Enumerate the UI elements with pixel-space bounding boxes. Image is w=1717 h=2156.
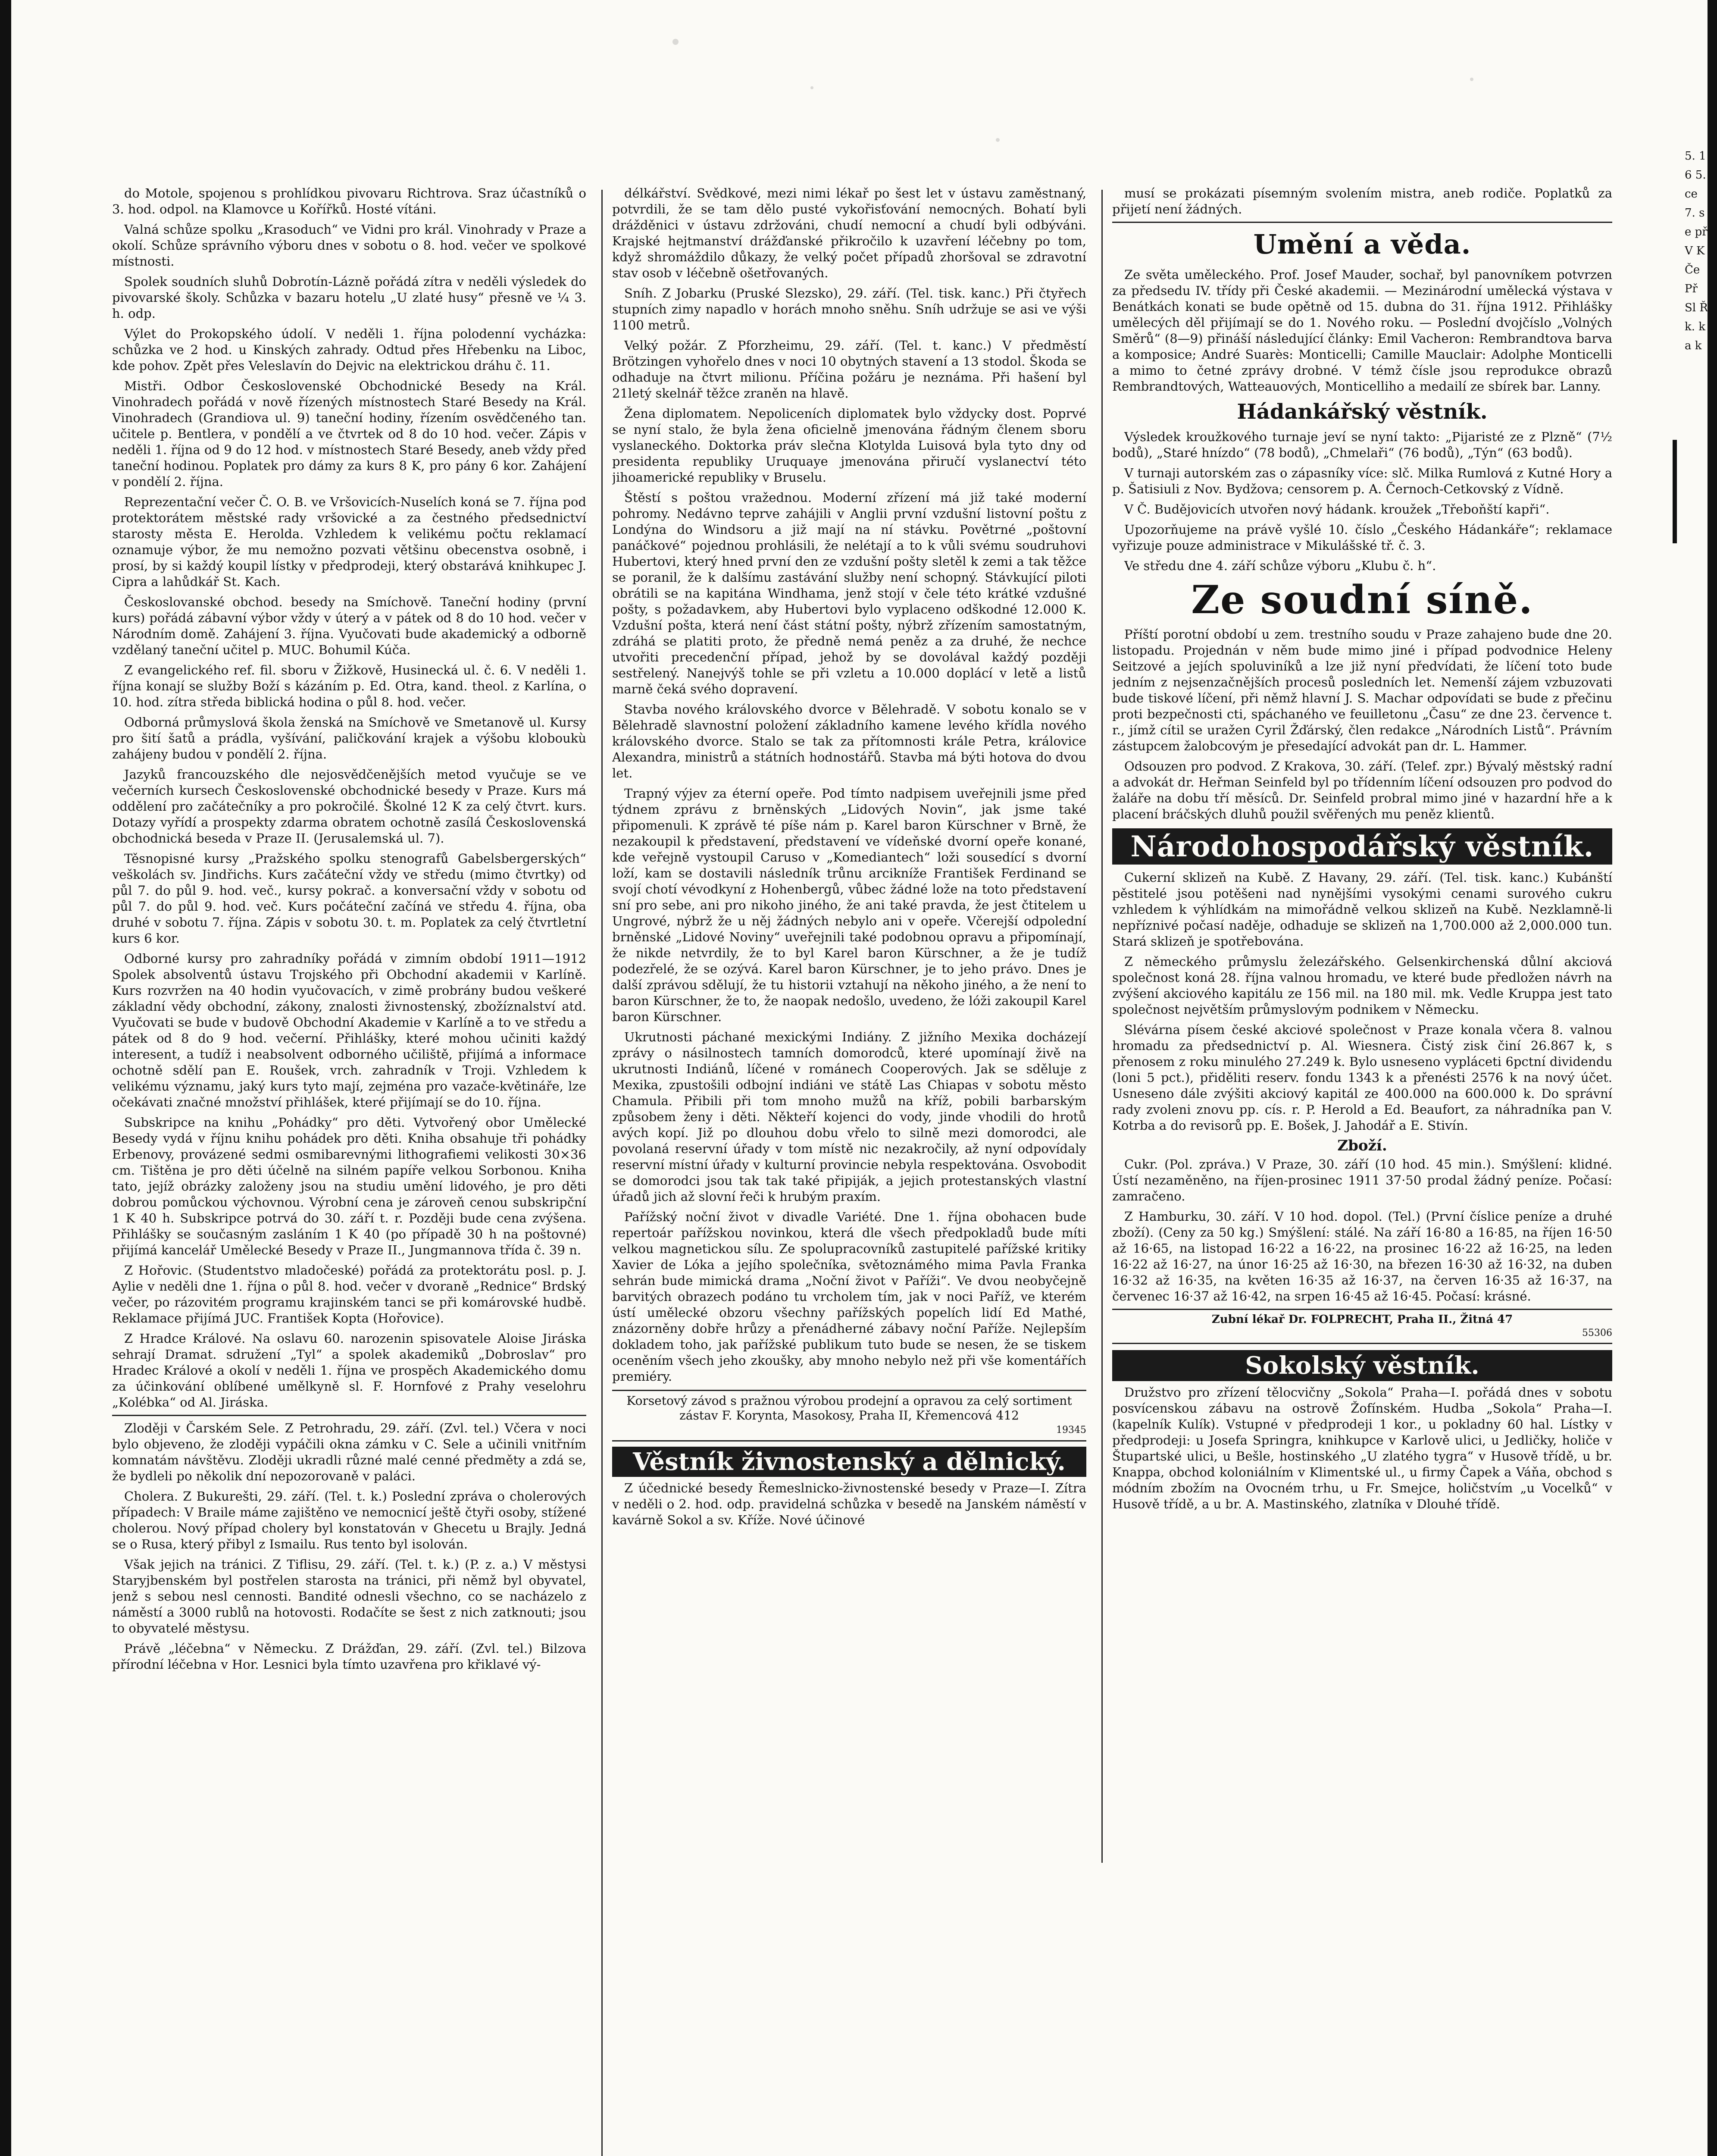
scan-left-edge xyxy=(0,0,11,2156)
article-paragraph: Těsnopisné kursy „Pražského spolku stenografů Gabelsbergerských“ veškolách sv. Jindřichs. Kurs začáteční vždy ve středu (mimo čtvrtky) od půl 7. do půl 9. hod. več., kursy pokrač. a konversační vždy v sobotu od půl 7. do půl 9. hod. več. Kurs počáteční začíná ve středu 4. října, oba druhé v sobotu 7. října. Zápis v sobotu 30. t. m. Poplatek za celý čtvrtletní kurs 6 kor. xyxy=(112,851,586,946)
article-paragraph: Odborné kursy pro zahradníky pořádá v zimním období 1911—1912 Spolek absolventů ústavu Trojského při Obchodní akademii v Karlíně. Kurs rozvržen na 40 hodin vyučovacích, v zimě probrány budou veškeré základní vědy obchodní, zákony, znalosti živnostenský, zbožíznalství atd. Vyučovati se bude v budově Obchodní Akademie v Karlíně a to ve středu a pátek od 8 do 9 hod. večerní. Přihlášky, které mohou učiniti každý interesent, a tudíž i neabsolvent odborného učiliště, přijímá a informace ochotně sdělí pan E. Roušek, vrch. zahradník v Troji. Vzhledem k velikému významu, jaký kurs tyto mají, zejména pro vazače-květináře, lze očekávati značné množství přihlášek, které přijímají se do 10. října. xyxy=(112,951,586,1109)
article-paragraph: Odborná průmyslová škola ženská na Smíchově ve Smetanově ul. Kursy pro šití šatů a prádla, vyšívání, paličkování krajek a výšobu kloboukù zahájeny budou v pondělí 2. října. xyxy=(112,715,586,761)
article-paragraph: Ze světa uměleckého. Prof. Josef Mauder, sochař, byl panovníkem potvrzen za předsedu IV. třídy při České akademii. — Mezinárodní umělecká výstava v Benátkách konati se bude opětně od 15. dubna do 31. října 1912. Přihlášky umělecých děl přijímají se do 1. Nového roku. — Poslední dvojčíslo „Volných Směrů“ (8—9) přináší následující články: Emil Vacheron: Rembrandtova barva a komposice; André Suarès: Monticelli; Camille Mauclair: Adolphe Monticelli a mimo to četné zprávy drobné. V témž čísle jsou reprodukce obrazů Rembrandtových, Watteauových, Monticelliho a medailí ze sbírek bar. Lanny. xyxy=(1112,267,1612,394)
article-paragraph: Mistři. Odbor Československé Obchodnické Besedy na Král. Vinohradech pořádá v nově řízených místnostech Staré Besedy na Král. Vinohradech (Grandiova ul. 9) taneční hodiny, řízením osvědčeného tan. učitele p. Bentlera, v pondělí a ve čtvrtek od 8 do 10 hod. večer. Zápis v neděli 1. října od 9 do 12 hod. v místnostech Staré Besedy, aneb vždy před taneční hodinou. Poplatek pro dámy za kurs 8 K, pro pány 6 kor. Zahájení v pondělí 2. října. xyxy=(112,379,586,489)
article-paragraph: Žena diplomatem. Nepoliceních diplomatek bylo vždycky dost. Poprvé se nyní stalo, že byla žena oficielně jmenována řádným členem sboru vyslaneckého. Doktorka práv slečna Klotylda Luisová byla tyto dny od presidenta republiky Uruquaye jmenována přiručí vyslanectví této jihoamerické republiky v Bruselu. xyxy=(612,406,1086,485)
article-paragraph: Z účednické besedy Řemeslnicko-živnostenské besedy v Praze—I. Zítra v neděli o 2. hod. odp. pravidelná schůzka v besedě na Janském náměstí v kavárně Sokol a sv. Kříže. Nové účinové xyxy=(612,1481,1086,1527)
column-right xyxy=(1112,185,1612,1850)
article-paragraph: Příští porotní období u zem. trestního soudu v Praze zahajeno bude dne 20. listopadu. Projednán v něm bude mimo jiné i případ podvodnice Heleny Seitzové a jejích spoluviníků a lze již nyní předvídati, že líčení toto bude jedním z nejsenzačnějších procesů posledních let. Nemenší zájem vzbuzovati bude tiskové líčení, při němž hlavní J. S. Machar odpovídati se bude z přečinu proti bezpečnosti cti, spáchaného ve feuilletonu „Času“ ze dne 23. července t. r., jímž cítil se uražen Cyril Žďárský, člen redakce „Národních Listů“. Právním zástupcem žalobcovým je přesedající advokát pan dr. L. Hammer. xyxy=(1112,627,1612,753)
column-middle xyxy=(612,185,1086,2156)
article-paragraph: Ukrutnosti páchané mexickými Indiány. Z jižního Mexika docházejí zprávy o násilnostech tamních domorodců, které upomínají živě na ukrutnosti Indiánů, líčené v románech Cooperových. Jak se sděluje z Mexika, zpustošili odbojní indiáni ve státě Las Chiapas v sobotu město Chamula. Přibili při tom mnoho mužů na kříž, pobili barbarským způsobem ženy i děti. Někteří kojenci do vody, jinde vhodili do hrotů avých kopí. Již po dlouhou dobu vřelo to silně mezi domorodci, ale povolaná reservní úřady v tom místě nic nezakročily, až nyní odpovídaly reservní místní úřady v kulturní provincie nebyla respektována. Osvobodit se domorodci jsou tak tak také připiják, a jejich protestanských vlastní úřadů jich až slovní řeči k hrubým praxím. xyxy=(612,1030,1086,1204)
article-paragraph: V turnaji autorském zas o zápasníky více: slč. Milka Rumlová z Kutné Hory a p. Šatisiuli z Nov. Bydžova; censorem p. A. Černoch-Cetkovský z Vídně. xyxy=(1112,466,1612,496)
column-divider xyxy=(601,190,603,2156)
section-rule xyxy=(112,1415,586,1416)
article-paragraph: délkářství. Svědkové, mezi nimi lékař po šest let v ústavu zaměstnaný, potvrdili, že se tam dělo pusté vykořisťování nemocných. Bohatí byli drážděnici v ústavu zdržováni, chudí nemocní a chudí byli odbýváni. Krajské hejtmanství drážďanské přikročilo k uzavření léčebny po tom, když shromáždilo důkazy, že velký počet případů zhoršoval se zdravotní stav osob v léčebně ošetřovaných. xyxy=(612,186,1086,280)
article-paragraph: Valná schůze spolku „Krasoduch“ ve Vidni pro král. Vinohrady v Praze a okolí. Schůze správního výboru dnes v sobotu o 8. hod. večer ve spolkové místnosti. xyxy=(112,222,586,269)
scan-speck xyxy=(996,138,1000,142)
article-paragraph: Štěstí s poštou vražednou. Moderní zřízení má již také moderní pohromy. Nedávno teprve zahájili v Anglii první vzdušní listovní poštu z Londýna do Windsoru a již mají na ní stávku. Povětrné „poštovní panáčkové“ pojednou prohlásili, že nelétají a to k vůli svému soudruhovi Hubertovi, který hned první den ze vzdušní pošty sletěl k zemi a tak těžce se poranil, že k dalšímu zastávání služby není schopný. Stávkující piloti obrátili se na kapitána Windhama, jenž stojí v čele této krátké vzdušné pošty, s požadavkem, aby Hubertovi bylo vyplaceno odškodné 12.000 K. Vzdušní pošta, která není část státní pošty, nýbrž zřízením samostatným, zdráhá se platiti proto, že předně nemá peněz a za druhé, že nechce utvořiti precedenční případ, jehož by se dovolával každý později sestřelený. Nanejvýš tohle se při vzletu a 10.000 doplácí v letě a listů marně čeká svého dopravení. xyxy=(612,490,1086,696)
section-heading-goods: Zboží. xyxy=(1337,1137,1387,1154)
section-heading-economy: Národohospodářský věstník. xyxy=(1112,828,1612,865)
neighbor-page-fragments: 5. 16 5. ce 7. se př V K Če Př Sl Ř k. ka k xyxy=(1685,150,1708,352)
article-paragraph: Z Hradce Králové. Na oslavu 60. narozenin spisovatele Aloise Jiráska sehrají Dramat. sdružení „Tyl“ a spolek akademiků „Dobroslav“ pro Hradec Králové a okolí v neděli 1. října ve prospěch Akademického domu za účinkování oblíbené umělkyně sl. F. Hornfové z Prahy veselohru „Kolébka“ od Al. Jiráska. xyxy=(112,1331,586,1410)
column-divider xyxy=(1101,190,1103,1863)
article-paragraph: Zloději v Čarském Sele. Z Petrohradu, 29. září. (Zvl. tel.) Včera v noci bylo objeveno, že zloději vypáčili okna zámku v C. Sele a učinili vnitřním komnatám návštěvu. Zloději ukradli různé malé cenné předměty a zdá se, že bydleli po několik dní nepozorovaně v paláci. xyxy=(112,1421,586,1483)
article-paragraph: Reprezentační večer Č. O. B. ve Vršovicích-Nuselích koná se 7. října pod protektorátem městské rady vršovické a za čestného předsednictví starosty města E. Herolda. Vzhledem k velikému počtu reklamací oznamuje výbor, že mu nemožno pozvati většinu obecenstva osobně, i prosí, by si každý koupil lístky v předprodeji, který obstarává knihkupec J. Cipra a lahůdkář St. Kach. xyxy=(112,495,586,589)
scan-speck xyxy=(810,86,813,89)
article-paragraph: Českoslovanské obchod. besedy na Smíchově. Taneční hodiny (první kurs) pořádá zábavní výbor vždy v úterý a v pátek od 8 do 10 hod. večer v Národním domě. Zahájení 3. října. Vyučovati bude akademický a odborně vzdělaný taneční učitel p. MUC. Bohumil Kúča. xyxy=(112,595,586,657)
ad-line: zástav F. Korynta, Masokosy, Praha II, Křemencová 412 xyxy=(679,1408,1019,1423)
advertisement xyxy=(612,1390,1086,1442)
article-paragraph: Upozorňujeme na právě vyšlé 10. číslo „Českého Hádankáře“; reklamace vyřizuje pouze administrace v Mikulášské tř. č. 3. xyxy=(1112,522,1612,553)
section-heading-arts: Umění a věda. xyxy=(1253,229,1471,260)
article-paragraph: Z Hamburku, 30. září. V 10 hod. dopol. (Tel.) (První číslice peníze a druhé zboží). (Ceny za 50 kg.) Smýšlení: stálé. Na září 16·80 a 16·85, na říjen 16·50 až 16·65, na listopad 16·22 a 16·22, na prosinec 16·22 až 16·25, na leden 16·22 až 16·27, na únor 16·25 až 16·30, na březen 16·30 až 16·32, na duben 16·32 až 16·35, na květen 16·35 až 16·37, na červen 16·35 až 16·37, na červenec 16·37 až 16·42, na srpen 16·45 až 16·45. Počasí: krásné. xyxy=(1112,1209,1612,1304)
article-paragraph: Právě „léčebna“ v Německu. Z Drážďan, 29. září. (Zvl. tel.) Bilzova přírodní léčebna v Hor. Lesnici byla tímto uzavřena pro křiklavé vý- xyxy=(112,1641,586,1672)
article-paragraph: Pařížský noční život v divadle Variété. Dne 1. října obohacen bude repertoár pařížskou novinkou, která dle všech předpokladů bude míti velkou magnetickou sílu. Ze spolupracovníků zastupitelé pařížské kritiky Xavier de Lóka a jejího společníka, světoznámého mima Pavla Franka sehrán bude mimická drama „Noční život v Paříži“. Ve dvou neobyčejně barvitých obrazech podáno tu vrcholem tím, jak v noci Paříž, ve kterém ústí umělecké obzoru všechny pařížských popelích lidí Ed Mathé, znázorněny dobře hrůzy a přenádherné zábavy noční Paříže. Nejlepším dokladem toho, jak pařížské publikum tuto bude se nesen, že se tiskem oceněním všech jeho zkoušky, aby mnoho nebylo než při vše komentářích premiéry. xyxy=(612,1210,1086,1384)
article-paragraph: Však jejich na tránici. Z Tiflisu, 29. září. (Tel. t. k.) (P. z. a.) V městysi Staryjbenském byl postřelen starosta na tránici, při němž byl obyvatel, jenž s sebou nesl cennosti. Bandité odnesli všechno, co se nacházelo z náměstí a 3000 rublů na hotovosti. Rodačíte se šest z nich zatknouti; jsou to obyvatelé městysu. xyxy=(112,1557,586,1636)
article-paragraph: Z Hořovic. (Studentstvo mladočeské) pořádá za protektorátu posl. p. J. Aylie v neděli dne 1. října o půl 8. hod. večer v dvoraně „Rednice“ Brdský večer, po rázovitém programu krajinském tanci se při komárovské hudbě. Reklamace přijímá JUC. František Kopta (Hořovice). xyxy=(112,1263,586,1326)
article-paragraph: musí se prokázati písemným svolením mistra, aneb rodiče. Poplatků za přijetí není žádných. xyxy=(1112,186,1612,216)
article-paragraph: Velký požár. Z Pforzheimu, 29. září. (Tel. t. kanc.) V předměstí Brötzingen vyhořelo dnes v noci 10 obytných stavení a 13 stodol. Škoda se odhaduje na čtvrt milionu. Příčina požáru je neznáma. Při hašení byl 21letý skelnář těžce zraněn na hlavě. xyxy=(612,338,1086,401)
article-paragraph: Subskripce na knihu „Pohádky“ pro děti. Vytvořený obor Umělecké Besedy vydá v říjnu knihu pohádek pro děti. Kniha obsahuje tři pohádky Erbenovy, provázené sedmi osmibarevnými lithografiemi velikosti 30×36 cm. Tištěna je pro děti účelně na silném papíře velkou Sorbonou. Kniha tato, jejíž obrázky založeny jsou na studiu umění lidového, je pro děti dobrou pomůckou výchovnou. Výrobní cena je zároveň cenou subskripční 1 K 40 h. Subskripce potrvá do 30. září t. r. Později bude cena zvýšena. Přihlášky se současným zasláním 1 K 40 (po případě 30 h na poštovné) přijímá kancelář Umělecké Besedy v Praze II., Jungmannova třída č. 39 n. xyxy=(112,1115,586,1257)
article-paragraph: Cholera. Z Bukurešti, 29. září. (Tel. t. k.) Poslední zpráva o cholerových případech: V Braile máme zajištěno ve nemocnicí ještě čtyři osoby, stížené cholerou. Nový případ cholery byl konstatován v Ghecetu u Brajly. Jedná se o Rusa, který přibyl z Ismailu. Rus tento byl isolován. xyxy=(112,1489,586,1551)
section-heading-trade: Věstník živnostenský a dělnický. xyxy=(612,1447,1086,1477)
ad-line: Korsetový závod s pražnou výrobou prodejní a opravou za celý sortiment xyxy=(626,1394,1072,1408)
article-paragraph: Stavba nového královského dvorce v Bělehradě. V sobotu konalo se v Bělehradě slavnostní položení základního kamene levého křídla nového královského dvorce. Stalo se tak za přítomnosti krále Petra, královice Alexandra, ministrů a státních hodnostářů. Stavba má býti hotova do dvou let. xyxy=(612,702,1086,780)
section-heading-court: Ze soudní síně. xyxy=(1191,577,1533,623)
article-paragraph: Družstvo pro zřízení tělocvičny „Sokola“ Praha—I. pořádá dnes v sobotu posvícenskou zábavu na ostrově Žofínském. Hudba „Sokola“ Praha—I. (kapelník Kulík). Vstupné v předprodeji 1 kor., u pokladny 60 hal. Lístky v předprodeji: u Josefa Springra, knihkupce v Karlově ulici, u Jedličky, holiče v Štupartské ulici, u Bešle, hostinského „U zlatého tygra“ v Husově třídě, u br. Knappa, obchod koloniálním v Klimentské ul., u firmy Čapek a Váňa, obchod s módním zbožím na Ovocném trhu, u Fr. Smejce, holičstvím „u Vocelků“ v Husově třídě, a u br. A. Mastinského, zlatníka v Dlouhé třídě. xyxy=(1112,1385,1612,1511)
article-paragraph: V Č. Budějovicích utvořen nový hádank. kroužek „Třeboňští kapři“. xyxy=(1124,502,1550,517)
scan-speck xyxy=(1470,78,1473,81)
section-heading-sokol: Sokolský věstník. xyxy=(1112,1350,1612,1381)
article-paragraph: Sníh. Z Jobarku (Pruské Slezsko), 29. září. (Tel. tisk. kanc.) Při čtyřech stupních zimy napadlo v horách mnoho sněhu. Sníh udržuje se asi ve výši 1100 metrů. xyxy=(612,286,1086,332)
scan-speck xyxy=(672,39,679,45)
article-paragraph: Ve středu dne 4. září schůze výboru „Klubu č. h“. xyxy=(1124,558,1436,573)
column-left xyxy=(112,185,586,2156)
scan-right-edge xyxy=(1708,0,1717,2156)
article-paragraph: Z evangelického ref. fil. sboru v Žižkově, Husinecká ul. č. 6. V neděli 1. října konají se služby Boží s kázáním p. Ed. Otra, kand. theol. z Karlína, o 10. hod. zítra středa biblická hodina o půl 8. hod. večer. xyxy=(112,663,586,709)
article-paragraph: Spolek soudních sluhů Dobrotín-Lázně pořádá zítra v neděli výsledek do pivovarské školy. Schůzka v bazaru hotelu „U zlaté husy“ přesně ve ¼ 3. h. odp. xyxy=(112,274,586,321)
article-paragraph: Cukerní sklizeň na Kubě. Z Havany, 29. září. (Tel. tisk. kanc.) Kubánští pěstitelé jsou potěšeni nad nynějšími vysokými cenami surového cukru vzhledem k výhlídkám na mimořádně velkou sklizeň na Kubě. Nezklamně-li nepříznivé počasí naděje, odhaduje se sklizeň na 1,700.000 až 2,000.000 tun. Stará sklizeň je spotřebována. xyxy=(1112,870,1612,949)
article-paragraph: do Motole, spojenou s prohlídkou pivovaru Richtrova. Sraz účastníků o 3. hod. odpol. na Klamovce u Kořířků. Hosté vítáni. xyxy=(112,186,586,216)
ad-code: 55306 xyxy=(1582,1328,1612,1338)
article-paragraph: Výsledek kroužkového turnaje jeví se nyní takto: „Pijaristé ze z Plzně“ (7½ bodů), „Staré hnízdo“ (78 bodů), „Chmelaři“ (76 bodů), „Týn“ (63 bodů). xyxy=(1112,429,1612,460)
article-paragraph: Z německého průmyslu železářského. Gelsenkirchenská důlní akciová společnost koná 28. října valnou hromadu, ve které bude předložen návrh na zvýšení akciového kapitálu ze 156 mil. na 180 mil. mk. Vedle Kruppa jest tato společnost největším průmyslovým podnikem v Německu. xyxy=(1112,954,1612,1017)
article-paragraph: Výlet do Prokopského údolí. V neděli 1. října polodenní vycházka: schůzka ve 2 hod. u Kinských zahrady. Odtud přes Hřebenku na Liboc, kde pohov. Zpět přes Veleslavín do Dejvic na elektrickou dráhu č. 11. xyxy=(112,326,586,373)
article-paragraph: Odsouzen pro podvod. Z Krakova, 30. září. (Telef. zpr.) Bývalý městský radní a advokát dr. Heřman Seinfeld byl po třídenním líčení odsouzen pro podvod do žaláře na dobu tří měsíců. Dr. Seinfeld probral mimo jiné v hazardní hře a k placení bráčských dluhů použil svěřených mu peněz klientů. xyxy=(1112,759,1612,821)
section-heading-riddles: Hádankářský věstník. xyxy=(1237,400,1488,424)
section-rule xyxy=(1112,222,1612,223)
article-paragraph: Cukr. (Pol. zpráva.) V Praze, 30. září (10 hod. 45 min.). Smýšlení: klidné. Ústí nezaměněno, na říjen-prosinec 1911 37·50 prodal žádný peníze. Počasí: zamračeno. xyxy=(1112,1157,1612,1203)
advertisement xyxy=(1112,1309,1612,1344)
article-paragraph: Jazyků francouzského dle nejosvědčenějších metod vyučuje se ve večerních kursech Československé obchodnické besedy v Praze. Kurs má oddělení pro začátečníky a pro pokročilé. Školné 12 K za celý čtvrt. kurs. Dotazy vyřídí a prospekty zdarma obratem ochotně zasílá Československá obchodnická beseda v Praze II. (Jerusalemská ul. 7). xyxy=(112,767,586,846)
article-paragraph: Slévárna písem české akciové společnost v Praze konala včera 8. valnou hromadu za předsednictví p. Al. Wiesnera. Čistý zisk činí 26.867 k, s přenosem z roku minulého 27.249 k. Bylo usneseno vypláceti 6pctní dividendu (loni 5 pct.), přiděliti reserv. fondu 1343 k a přenésti 2576 k na nový účet. Usneseno dále zvýšiti akciový kapitál ze 400.000 na 600.000 k. Do správní rady zvoleni znovu pp. cís. r. P. Herold a Ed. Beaufort, za náhradníka pan V. Kotrba a do revisorů pp. E. Bošek, J. Jahodář a E. Stivín. xyxy=(1112,1022,1612,1133)
article-paragraph: Trapný výjev za éterní opeře. Pod tímto nadpisem uveřejnili jsme před týdnem zprávu z brněnských „Lidových Novin“, jak jsme také připomenuli. K zprávě té píše nám p. Karel baron Kürschner v Brně, že nezakoupil k představení, představení ve vídeňské dvorní opeře konané, kde veřejně vystoupil Caruso v „Komediantech“ loži sousedící s dvorní loží, kam se dostavili následník trůnu arcikníže František Ferdinand se svojí chotí vévodkyní z Hohenbergů, vůbec žádné lože na toto představení sní pro sebe, ani pro nikoho jiného, že ani také pravda, že jest čtitelem u Ungrové, nýbrž že u něj žádných nebylo ani v opeře. Včerejší odpolední brněnské „Lidové Noviny“ uveřejnili také podobnou opravu a připomínají, že nikde netvrdily, že to byl Karel baron Kürschner, a že je tudíž podezřelé, že se ozývá. Karel baron Kürschner, je to jeho právo. Dnes je další zprávou sdělují, že tu historii vztahují na někoho jiného, a že není to baron Kürschner, že to, že naopak nedošlo, uvedeno, že lóži zakoupil Karel baron Kürschner. xyxy=(612,786,1086,1024)
ad-line: Zubní lékař Dr. FOLPRECHT, Praha II., Žitná 47 xyxy=(1211,1313,1513,1326)
ad-code: 19345 xyxy=(1056,1425,1086,1435)
neighbor-page-fragment xyxy=(1673,440,1677,543)
